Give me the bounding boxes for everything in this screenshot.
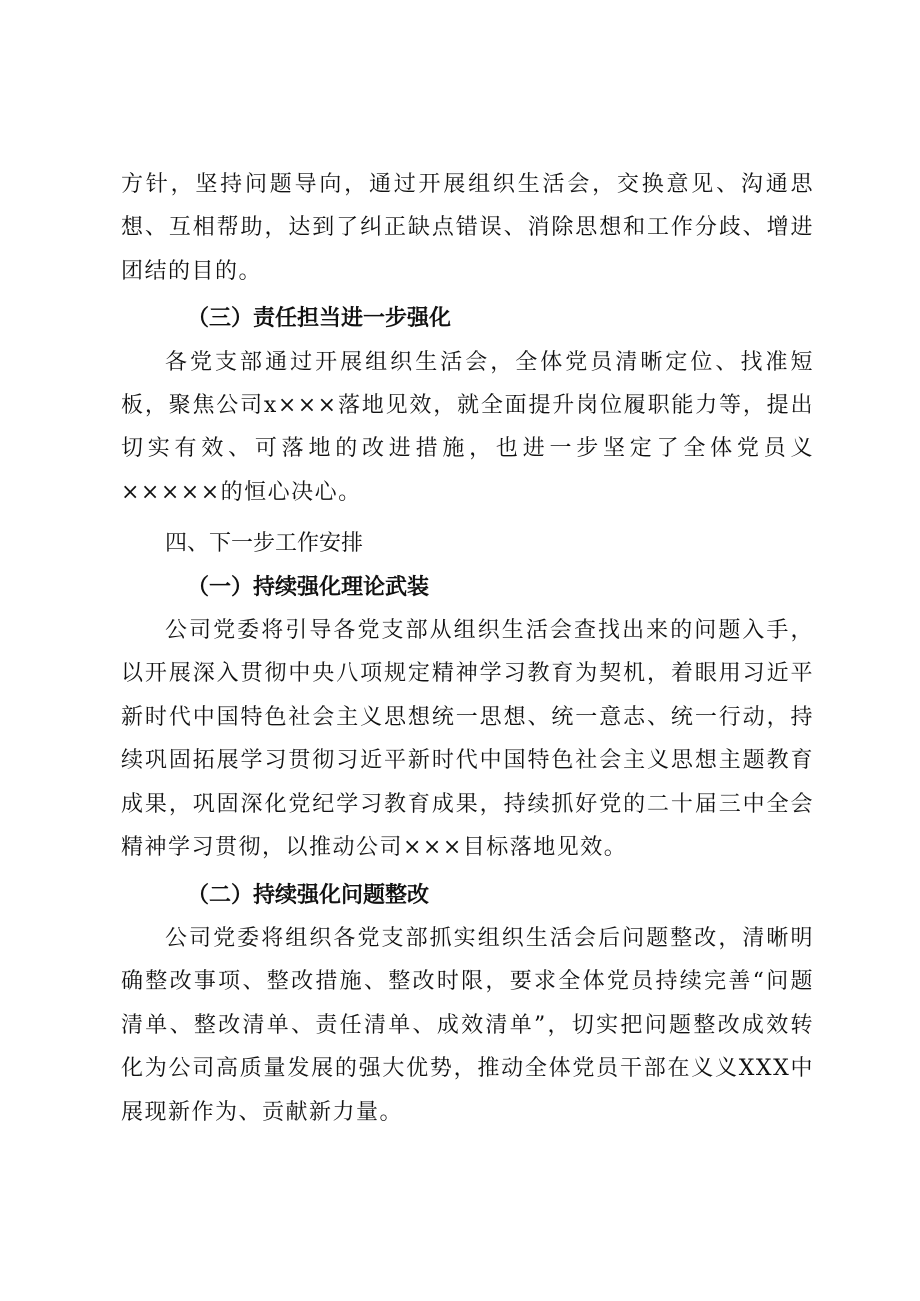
heading-next-steps: 四、下一步工作安排	[165, 531, 364, 557]
paragraph-responsibility: 各党支部通过开展组织生活会，全体党员清晰定位、找准短板，聚焦公司x×××落地见效，就全面提升岗位履职能力等，提出切实有效、可落地的改进措施，也进一步坚定了全体党员义×××××的恒心决心。	[121, 349, 814, 505]
paragraph-continuation: 方针，坚持问题导向，通过开展组织生活会，交换意见、沟通思想、互相帮助，达到了纠正缺点错误、消除思想和工作分歧、增进团结的目的。	[121, 172, 814, 284]
paragraph-theory: 公司党委将引导各党支部从组织生活会查找出来的问题入手，以开展深入贯彻中央八项规定精神学习教育为契机，着眼用习近平新时代中国特色社会主义思想统一思想、统一意志、统一行动，持续巩固拓展学习贯彻习近平新时代中国特色社会主义思想主题教育成果，巩固深化党纪学习教育成果，持续抓好党的二十届三中全会精神学习贯彻，以推动公司×××目标落地见效。	[121, 618, 814, 861]
document-body	[121, 163, 814, 1134]
subheading-rectification: （二）持续强化问题整改	[187, 882, 430, 908]
subheading-responsibility: （三）责任担当进一步强化	[187, 306, 452, 332]
subheading-theory: （一）持续强化理论武装	[187, 574, 430, 600]
paragraph-rectification: 公司党委将组织各党支部抓实组织生活会后问题整改，清晰明确整改事项、整改措施、整改时限，要求全体党员持续完善“问题清单、整改清单、责任清单、成效清单”，切实把问题整改成效转化为公司高质量发展的强大优势，推动全体党员干部在义义XXX中展现新作为、贡献新力量。	[121, 925, 814, 1125]
